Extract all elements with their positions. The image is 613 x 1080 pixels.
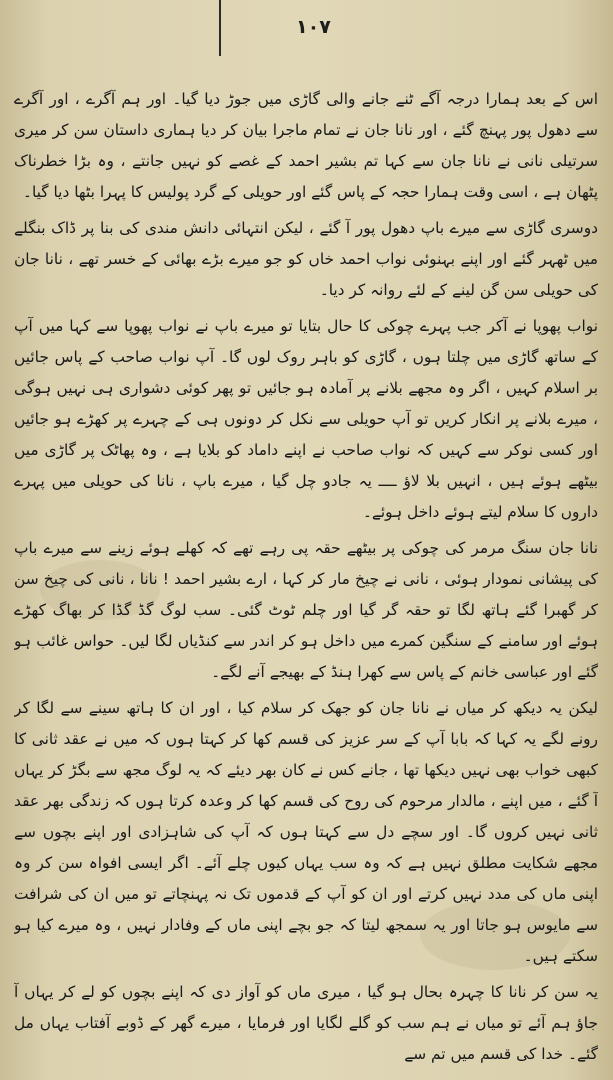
page-number: ۱۰۷ bbox=[296, 16, 331, 38]
paragraph-4: نانا جان سنگ مرمر کی چوکی پر بیٹھے حقہ پی رہے تھے کہ کھلے ہوئے زینے سے میرے باپ کی پیشانی نمودار ہوئی ، نانی نے چیخ مار کر کہا ، ارے بشیر احمد ! نانا ، نانی کی چیخ سن کر گھبرا گئے ہاتھ لگا تو حقہ گر گیا اور چلم ٹوٹ گئی۔ سب لوگ گڈ گڈا کر بھاگ کھڑے ہوئے اور سامنے کے سنگین کمرے میں داخل ہو کر اندر سے کنڈیاں لگا لیں۔ حواس غائب ہو گئے اور عباسی خانم کے پاس سے کھرا ہنڈ کے بھیجے آنے لگے۔ bbox=[14, 539, 598, 681]
page-body bbox=[14, 84, 598, 1069]
page-binding-line bbox=[219, 0, 221, 56]
paragraph-1: اس کے بعد ہمارا درجہ آگے ٹنے جانے والی گاڑی میں جوڑ دیا گیا۔ اور ہم آگرے ، اور آگرے سے دھول پور پہنچ گئے ، اور نانا جان نے تمام ماجرا بیان کر دیا ہماری داستان سن کر میری سرتیلی نانی نے نانا جان سے کہا تم بشیر احمد کے غصے کو نہیں جانتے ، وہ بڑا خطرناک پٹھان ہے ، اسی وقت ہمارا حجہ کے پاس گئے اور حویلی کے گرد پولیس کا پہرا بٹھا دیا گیا۔ bbox=[14, 90, 598, 201]
paragraph-3: نواب پھوپا نے آکر جب پہرے چوکی کا حال بتایا تو میرے باپ نے نواب پھوپا سے کہا میں آپ کے ساتھ گاڑی میں چلتا ہوں ، گاڑی کو باہر روک لوں گا۔ آپ نواب صاحب کے پاس جائیں بر اسلام کہیں ، اگر وہ مجھے بلانے پر آمادہ ہو جائیں تو پھر کوئی دشواری ہی نہیں ہوگی ، میرے بلانے پر انکار کریں تو آپ حویلی سے نکل کر دونوں ہی کے چہرے پر کھڑے ہو جائیں اور کسی نوکر سے کہیں کہ نواب صاحب نے اپنے داماد کو بلایا ہے ، وہ پھاٹک پر گاڑی میں بیٹھے ہوئے ہیں ، انہیں بلا لاؤ ــــ یہ جادو چل گیا ، میرے باپ ، نانا کی حویلی میں پہرے داروں کا سلام لیتے ہوئے داخل ہوئے۔ bbox=[14, 317, 598, 521]
paragraph-5: لیکن یہ دیکھ کر میاں نے نانا جان کو جھک کر سلام کیا ، اور ان کا ہاتھ سینے سے لگا کر رونے لگے یہ کہا کہ بابا آپ کے سر عزیز کی قسم کھا کر کہتا ہوں کہ میں نے عقد ثانی کا کبھی خواب بھی نہیں دیکھا تھا ، جانے کس نے کان بھر دیئے کہ یہ لوگ مجھ سے بگڑ کر یہاں آ گئے ، میں اپنے ، مالدار مرحوم کی روح کی قسم کھا کر وعدہ کرتا ہوں کہ زندگی بھر عقد ثانی نہیں کروں گا۔ اور سچے دل سے کہتا ہوں کہ آپ کی شاہزادی اور اپنے بچوں سے مجھے شکایت مطلق نہیں ہے کہ وہ سب یہاں کیوں چلے آئے۔ اگر ایسی افواہ سن کر وہ اپنی ماں کی مدد نہیں کرتے اور ان کو آپ کے قدموں تک نہ پہنچاتے تو میں ان کی شرافت سے مایوس ہو جاتا اور یہ سمجھ لیتا کہ جو بچے اپنی ماں کے وفادار نہیں ، وہ میرے کیا ہو سکتے ہیں۔ bbox=[14, 699, 598, 965]
paragraph-2: دوسری گاڑی سے میرے باپ دھول پور آ گئے ، لیکن انتہائی دانش مندی کی بنا پر ڈاک بنگلے میں ٹھہر گئے اور اپنے بہنوئی نواب احمد خاں کو جو میرے بڑے بھائی کے خسر تھے ، نانا جان کی حویلی سن گن لینے کے لئے روانہ کر دیا۔ bbox=[14, 219, 598, 299]
paragraph-6: یہ سن کر نانا کا چہرہ بحال ہو گیا ، میری ماں کو آواز دی کہ اپنے بچوں کو لے کر یہاں آ جاؤ ہم آئے تو میاں نے ہم سب کو گلے لگایا اور فرمایا ، میرے گھر کے ڈوبے آفتاب یہاں مل گئے۔ خدا کی قسم میں تم سے bbox=[14, 983, 598, 1063]
